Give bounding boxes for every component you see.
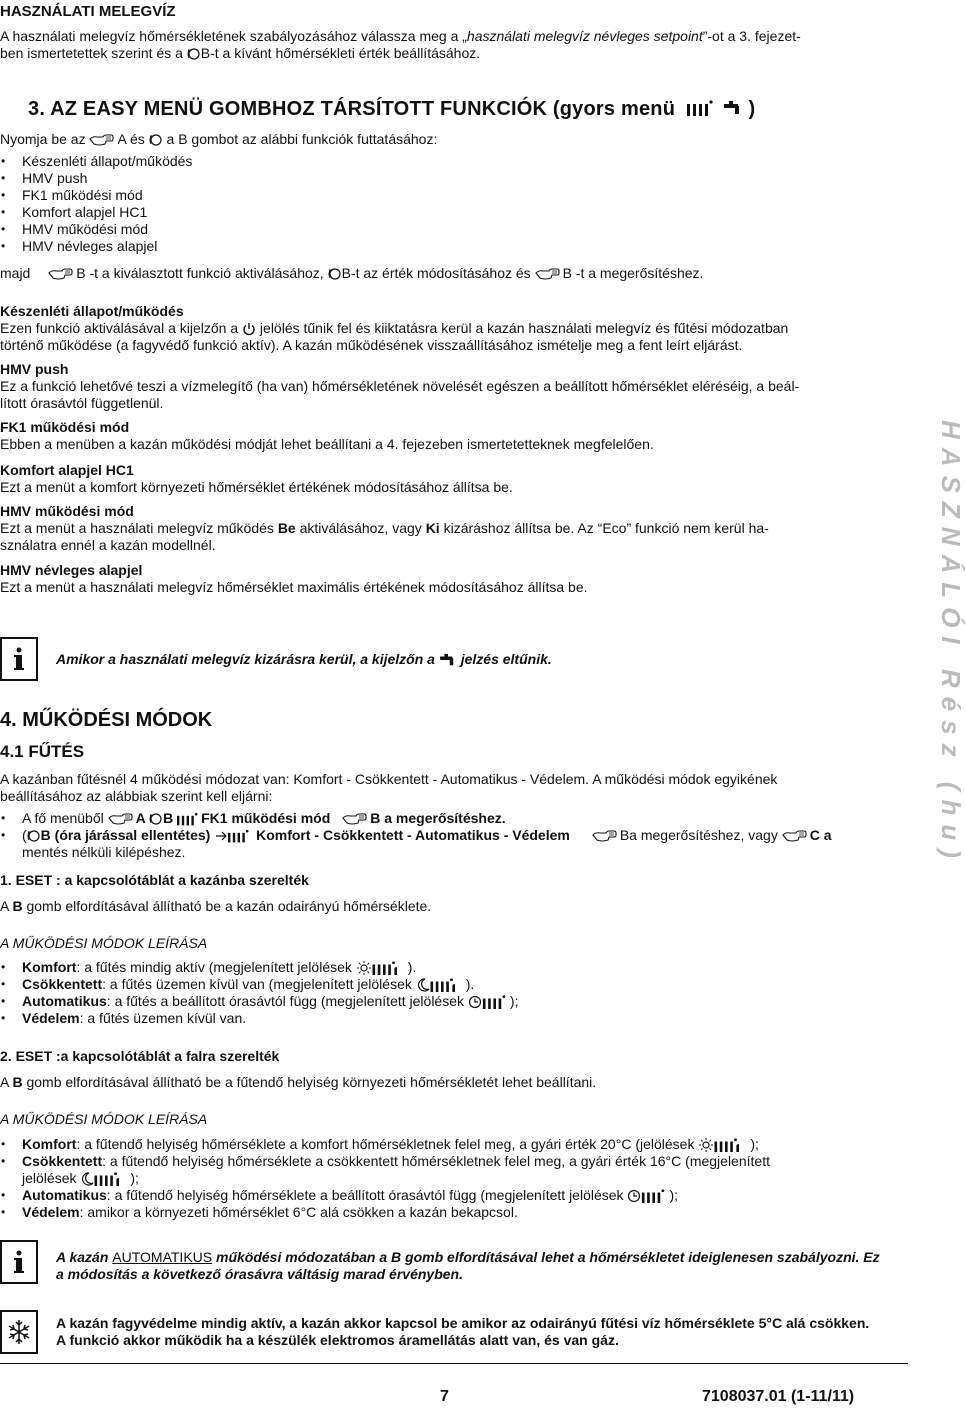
- text: Amikor a használati melegvíz kizárásra kerül, a kijelzőn a: [56, 651, 439, 667]
- sun-icon: [698, 1138, 714, 1152]
- intro-italic: használati melegvíz névleges setpoint: [466, 28, 703, 44]
- radiator-bars-icon: [482, 995, 510, 1009]
- text: aktiválásához, vagy: [295, 520, 426, 536]
- function-hmv-setpoint: [0, 562, 900, 596]
- text: Ez a funkció lehetővé teszi a vízmelegítő (ha van) hőmérsékletének növelését egészen a beállított hőmérséklet eléréséig, a beál-: [0, 378, 800, 394]
- text-bold: Be: [277, 520, 296, 536]
- intro-text: A használati melegvíz hőmérsékletének szabályozásához válassza meg a „: [0, 28, 467, 44]
- text: a módosítás a következő órasávra váltásig marad érvényben.: [56, 1266, 463, 1282]
- radiator-bars-icon: [641, 1189, 669, 1203]
- text-bold: C a: [809, 827, 832, 843]
- text: A: [0, 898, 13, 914]
- function-title: Komfort alapjel HC1: [0, 462, 134, 478]
- text: Nyomja be az: [0, 131, 90, 147]
- text-bold: B a megerősítéshez.: [370, 810, 506, 826]
- radiator-icon: [714, 1138, 750, 1152]
- arrow-icon: [214, 829, 228, 843]
- clock-icon: [627, 1189, 641, 1203]
- case-2-desc-title: A MŰKÖDÉSI MÓDOK LEÍRÁSA: [0, 1111, 208, 1127]
- text: mentés nélküli kilépéshez.: [22, 844, 186, 860]
- section-3-title-close: ): [748, 98, 756, 120]
- list-item: • Készenléti állapot/működés: [0, 153, 900, 170]
- text: : a fűtendő helyiség hőmérséklete a beállított órasávtól függ (megjelenített jelölések: [106, 1187, 628, 1203]
- text-bold: B: [163, 810, 178, 826]
- text-bold: Automatikus: [22, 1187, 107, 1203]
- list-item: [0, 1204, 900, 1221]
- list-item: [0, 827, 900, 861]
- knob-icon: [149, 133, 163, 147]
- radiator-icon: [430, 978, 466, 992]
- radiator-icon: [372, 961, 408, 975]
- function-list: [0, 153, 900, 255]
- text-bold: Ki: [425, 520, 440, 536]
- section-3-title: [28, 100, 755, 118]
- section-4-1-title: 4.1 FŰTÉS: [0, 742, 85, 761]
- clock-icon: [468, 995, 482, 1009]
- list-item: • HMV push: [0, 170, 900, 187]
- text: A funkció akkor működik ha a készülék elektromos áramellátás alatt van, és van gáz.: [56, 1332, 619, 1348]
- text: : a fűtés üzemen kívül van.: [79, 1010, 247, 1026]
- text: A kazán: [56, 1249, 113, 1265]
- text: Ezt a menüt a használati melegvíz hőmérséklet maximális értékének módosításához állítsa be.: [0, 579, 588, 595]
- function-standby: [0, 303, 900, 354]
- section-4-steps: [0, 810, 900, 861]
- function-title: HMV névleges alapjel: [0, 562, 143, 578]
- text: (: [22, 827, 27, 843]
- note-hot-water-disabled: [56, 651, 896, 668]
- text: majd: [0, 265, 35, 281]
- text-bold: B (óra járással ellentétes): [40, 827, 215, 843]
- text: B -t a kiválasztott funkció aktiválásához,: [76, 265, 328, 281]
- case-1-list: [0, 959, 900, 1027]
- list-item: • HMV működési mód: [0, 221, 900, 238]
- section-4-title: 4. MŰKÖDÉSI MÓDOK: [0, 709, 213, 731]
- press-hand-icon: [782, 829, 810, 843]
- intro-text: ”-ot a 3. fejezet-: [702, 28, 801, 44]
- case-1-title: 1. ESET : a kapcsolótáblát a kazánba szerelték: [0, 872, 309, 888]
- text: : a fűtendő helyiség hőmérséklete a komfort hőmérsékletnek felel meg, a gyári érték 20°C (jelölések: [76, 1136, 699, 1152]
- text: jelölés tűnik fel és kiiktatásra kerül a kazán használati melegvíz és fűtési módozatban: [256, 320, 789, 336]
- text-bold: Védelem: [22, 1204, 80, 1220]
- list-item: [0, 1136, 900, 1153]
- section-4-paragraph: [0, 771, 900, 805]
- text-bold: A: [135, 810, 150, 826]
- knob-icon: [27, 829, 41, 843]
- press-hand-icon: [48, 267, 76, 281]
- function-title: HMV push: [0, 361, 69, 377]
- text: B -t a megerősítéshez.: [562, 265, 704, 281]
- press-hand-icon: [535, 267, 563, 281]
- text: sználatra ennél a kazán modellnél.: [0, 537, 216, 553]
- text: : a fűtés üzemen kívül van (megjelenített jelölések: [102, 976, 416, 992]
- text: );: [509, 993, 519, 1009]
- case-2-title: 2. ESET :a kapcsolótáblát a falra szerelték: [0, 1048, 280, 1064]
- radiator-icon: [177, 812, 201, 826]
- text-bold: Csökkentett: [22, 1153, 103, 1169]
- list-item: [0, 1187, 900, 1204]
- sun-icon: [356, 961, 372, 975]
- text: Ba megerősítéshez, vagy: [619, 827, 782, 843]
- text-bold: Komfort - Csökkentett - Automatikus - Védelem: [252, 827, 570, 843]
- then-instruction: [0, 265, 900, 282]
- side-label-text: HASZNÁLÓI Rész (hu): [936, 420, 966, 867]
- text: : a fűtendő helyiség hőmérséklete a csökkentett hőmérsékletnek felel meg, a gyári érték 16°C (megjelenített: [102, 1153, 770, 1169]
- knob-icon: [328, 267, 342, 281]
- text: ).: [407, 959, 417, 975]
- text: B-t az érték módosításához és: [341, 265, 535, 281]
- side-section-label: [905, 420, 965, 980]
- intro-text: ben ismertetettek szerint és a: [0, 45, 187, 61]
- text-bold: Védelem: [22, 1010, 80, 1026]
- text: A és: [117, 131, 149, 147]
- text: ).: [465, 976, 475, 992]
- intro-paragraph: [0, 28, 900, 62]
- text-bold: Komfort: [22, 959, 77, 975]
- press-instruction: [0, 131, 900, 148]
- text-bold: FK1 működési mód: [201, 810, 331, 826]
- radiator-icon: [94, 1172, 130, 1186]
- text: );: [130, 1170, 139, 1186]
- text: Ezt a menüt a komfort környezeti hőmérséklet értékének módosításához állítsa be.: [0, 479, 513, 495]
- function-fk1: [0, 419, 900, 453]
- note-frost-protection: [56, 1315, 906, 1349]
- text: jelölések: [22, 1170, 81, 1186]
- text: );: [750, 1136, 759, 1152]
- info-icon: [0, 1240, 38, 1284]
- knob-icon: [187, 47, 201, 61]
- press-hand-icon: [592, 829, 620, 843]
- press-hand-icon: [342, 812, 370, 826]
- text: a B gombot az alábbi funkciók futtatásához:: [162, 131, 438, 147]
- list-item: [0, 976, 900, 993]
- note-automatic: [56, 1249, 906, 1283]
- text-bold: B: [12, 1074, 23, 1090]
- case-1-paragraph: [0, 898, 900, 915]
- text: gomb elfordításával állítható be a fűtendő helyiség környezeti hőmérsékletét lehet beállítani.: [22, 1074, 597, 1090]
- text-bold: Automatikus: [22, 993, 107, 1009]
- function-hmv-push: [0, 361, 900, 412]
- snowflake-icon: [0, 1310, 38, 1354]
- case-2-paragraph: [0, 1074, 900, 1091]
- text: : a fűtés mindig aktív (megjelenített jelölések: [76, 959, 356, 975]
- moon-icon: [80, 1172, 94, 1186]
- text-bold: B: [12, 898, 23, 914]
- case-1-desc-title: A MŰKÖDÉSI MÓDOK LEÍRÁSA: [0, 935, 208, 951]
- text: kizáráshoz állítsa be. Az “Eco” funkció nem kerül ha-: [439, 520, 769, 536]
- list-item: • HMV névleges alapjel: [0, 238, 900, 255]
- text: A fő menüből: [22, 810, 108, 826]
- document-number: 7108037.01 (1-11/11): [702, 1388, 855, 1405]
- text: Ezt a menüt a használati melegvíz működés: [0, 520, 278, 536]
- text: A kazánban fűtésnél 4 működési módozat van: Komfort - Csökkentett - Automatikus - Védelem. A működési módok egyikének: [0, 771, 778, 787]
- radiator-icon: [228, 829, 252, 843]
- text: történő működése (a fagyvédő funkció aktív). A kazán működésének visszaállításához ismételje meg a fent leírt eljárást.: [0, 337, 743, 353]
- text: : a fűtés a beállított órasávtól függ (megjelenített jelölések: [106, 993, 468, 1009]
- function-komfort: [0, 462, 900, 496]
- power-icon: [242, 322, 256, 336]
- list-item: • Komfort alapjel HC1: [0, 204, 900, 221]
- function-hmv-mode: [0, 503, 900, 554]
- press-hand-icon: [89, 133, 117, 147]
- page-number: 7: [440, 1388, 449, 1405]
- text: );: [669, 1187, 678, 1203]
- text: A kazán fagyvédelme mindig aktív, a kazán akkor kapcsol be amikor az odairányú fűtési víz hőmérséklete 5°C alá csökken.: [56, 1315, 870, 1331]
- section-heading-hot-water: HASZNÁLATI MELEGVÍZ: [0, 3, 176, 20]
- footer-divider: [0, 1363, 908, 1364]
- text: beállításához az alábbiak szerint kell eljárni:: [0, 788, 273, 804]
- moon-icon: [416, 978, 430, 992]
- text: működési módozatában a B gomb elfordításával lehet a hőmérsékletet ideiglenesen szabályozni. Ez: [212, 1249, 880, 1265]
- text: gomb elfordításával állítható be a kazán odairányú hőmérséklete.: [22, 898, 432, 914]
- intro-text: B-t a kívánt hőmérsékleti érték beállításához.: [200, 45, 481, 61]
- section-3-title-text: 3. AZ EASY MENÜ GOMBHOZ TÁRSÍTOTT FUNKCIÓK (gyors menü: [28, 98, 676, 120]
- text: A: [0, 1074, 13, 1090]
- list-item: [0, 959, 900, 976]
- text: : amikor a környezeti hőmérséklet 6°C alá csökken a kazán bekapcsol.: [79, 1204, 518, 1220]
- list-item: • FK1 működési mód: [0, 187, 900, 204]
- text: lított órasávtól függetlenül.: [0, 395, 164, 411]
- radiator-bars-icon: [687, 100, 717, 116]
- list-item: [0, 1153, 900, 1187]
- function-title: Készenléti állapot/működés: [0, 303, 184, 319]
- text-bold: Komfort: [22, 1136, 77, 1152]
- list-item: [0, 810, 900, 827]
- function-title: FK1 működési mód: [0, 419, 130, 435]
- tap-icon: [439, 653, 457, 667]
- text: Ezen funkció aktiválásával a kijelzőn a: [0, 320, 243, 336]
- case-2-list: [0, 1136, 900, 1221]
- knob-icon: [149, 812, 163, 826]
- list-item: [0, 993, 900, 1010]
- text: jelzés eltűnik.: [456, 651, 552, 667]
- list-item: [0, 1010, 900, 1027]
- text-bold: Csökkentett: [22, 976, 103, 992]
- tap-icon: [723, 100, 743, 116]
- text: Ebben a menüben a kazán működési módját lehet beállítani a 4. fejezeben ismertetetteknek megfelelően.: [0, 436, 654, 452]
- text-underlined: AUTOMATIKUS: [112, 1249, 213, 1265]
- info-icon: [0, 637, 38, 681]
- function-title: HMV működési mód: [0, 503, 134, 519]
- press-hand-icon: [108, 812, 136, 826]
